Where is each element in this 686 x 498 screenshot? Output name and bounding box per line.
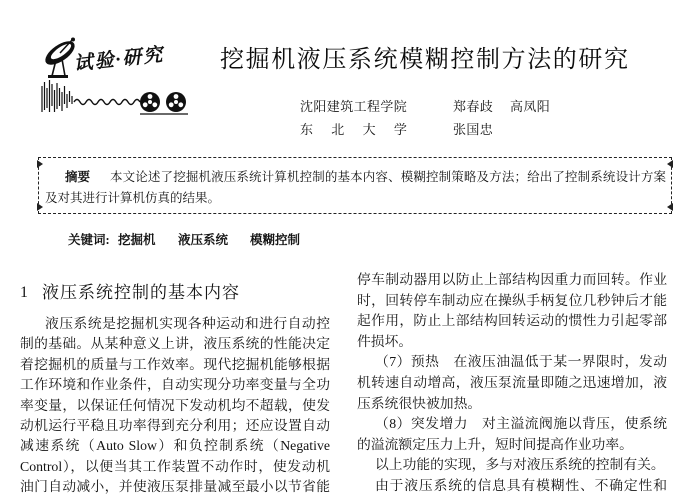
item-label: （7）预热 bbox=[375, 354, 440, 370]
author-name: 郑春歧 bbox=[453, 99, 494, 114]
reel-hole bbox=[143, 102, 148, 107]
reel-hole bbox=[169, 102, 174, 107]
list-item-7 bbox=[357, 352, 667, 373]
abstract-line: 本文论述了挖掘机液压系统计算机控制的基本内容、模糊控制策略及方法；给出了控制系统设计方案 bbox=[110, 170, 666, 184]
keyword: 液压系统 bbox=[178, 233, 229, 247]
body-line: 工作环境和作业条件，自动实现分功率变量与全功 bbox=[20, 377, 330, 393]
box-corner-marker bbox=[37, 160, 43, 168]
body-line: 率变量，以保证任何情况下发动机均不超载，使发 bbox=[20, 397, 330, 413]
body-line: 由于液压系统的信息具有模糊性、不确定性和 bbox=[375, 477, 667, 493]
section-number: 1 bbox=[20, 284, 28, 301]
right-column bbox=[357, 270, 667, 497]
reel-hole bbox=[148, 94, 153, 99]
left-column bbox=[20, 314, 330, 498]
author-name: 高凤阳 bbox=[510, 99, 551, 114]
reel-hub bbox=[148, 100, 152, 104]
abstract-line: 及对其进行计算机仿真的结果。 bbox=[45, 191, 221, 205]
reel-hole bbox=[152, 102, 157, 107]
body-line: 制的基础。从某种意义上讲，液压系统的性能决定 bbox=[20, 336, 330, 352]
body-line: Control），以便当其工作装置不动作时，使发动机 bbox=[20, 458, 330, 474]
body-line: 的溢流额定压力上升，短时间提高作业功率。 bbox=[357, 436, 633, 452]
body-line: 着挖掘机的质量与工作效率。现代挖掘机能够根据 bbox=[20, 356, 330, 372]
item-label: （8）突发增力 bbox=[375, 416, 468, 432]
item-text: 对主溢流阀施以背压，使系统 bbox=[481, 416, 667, 432]
body-line: 起作用，防止上部结构回转运动的惯性力引起零部 bbox=[357, 313, 667, 329]
reel-hole bbox=[174, 94, 179, 99]
body-line: 机转速自动增高，液压泵流量即随之迅速增加，液 bbox=[357, 374, 667, 390]
section-heading: 液压系统控制的基本内容 bbox=[42, 283, 240, 302]
dish-base bbox=[48, 75, 68, 78]
body-line: 液压系统是挖掘机实现各种运动和进行自动控 bbox=[45, 316, 330, 331]
body-line: 停车制动器用以防止上部结构因重力而回转。作业 bbox=[357, 272, 667, 287]
box-corner-marker bbox=[37, 203, 43, 211]
keywords-label: 关键词: bbox=[68, 233, 110, 247]
reel-hub bbox=[174, 100, 178, 104]
author-affiliation: 东北大学 bbox=[300, 122, 426, 137]
paper-title: 挖掘机液压系统模糊控制方法的研究 bbox=[220, 47, 630, 73]
abstract-label: 摘要 bbox=[65, 170, 91, 184]
body-line: 件损坏。 bbox=[357, 333, 413, 349]
dish-feed bbox=[71, 38, 75, 42]
body-line: 油门自动减小，并使液压泵排量减至最小以节省能 bbox=[20, 479, 330, 495]
author-name: 张国忠 bbox=[453, 122, 494, 137]
wave-line-decoration bbox=[74, 100, 140, 105]
reel-hole bbox=[178, 102, 183, 107]
keyword: 模糊控制 bbox=[250, 233, 301, 247]
body-line: 动机运行平稳且功率得到充分利用；还应设置自动 bbox=[20, 417, 330, 433]
body-line: 时，回转停车制动应在操纵手柄复位几秒钟后才能 bbox=[357, 292, 667, 308]
keyword: 挖掘机 bbox=[118, 233, 156, 247]
film-reel-icon bbox=[140, 92, 188, 114]
body-line: 压系统很快被加热。 bbox=[357, 395, 482, 411]
signal-bars-decoration bbox=[42, 80, 72, 112]
column-logo bbox=[38, 36, 193, 118]
item-text: 在液压油温低于某一界限时，发动 bbox=[453, 354, 668, 370]
list-item-8 bbox=[357, 414, 667, 435]
logo-text: 试验·研究 bbox=[72, 44, 166, 75]
body-line: 减速系统（Auto Slow）和负控制系统（Negative bbox=[20, 438, 330, 454]
box-corner-marker bbox=[667, 160, 673, 168]
author-affiliation: 沈阳建筑工程学院 bbox=[300, 99, 408, 114]
body-line: 以上功能的实现，多与对液压系统的控制有关。 bbox=[375, 457, 665, 473]
box-corner-marker bbox=[667, 203, 673, 211]
